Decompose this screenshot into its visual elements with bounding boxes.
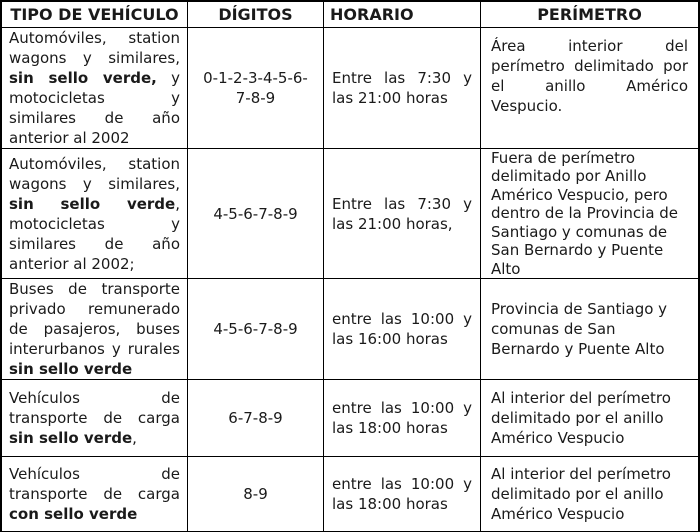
column-header: TIPO DE VEHÍCULO — [2, 2, 188, 28]
cell-tipo-de-vehiculo: Vehículos de transporte de carga sin sello verde, — [2, 380, 188, 457]
table-row — [2, 28, 698, 149]
cell-perimetro: Al interior del perímetro delimitado por el anillo Américo Vespucio — [481, 380, 698, 457]
cell-digitos: 6-7-8-9 — [188, 380, 324, 457]
cell-digitos: 0-1-2-3-4-5-6-7-8-9 — [188, 28, 324, 149]
cell-horario: Entre las 7:30 y las 21:00 horas — [324, 28, 481, 149]
cell-perimetro: Fuera de perímetro delimitado por Anillo Américo Vespucio, pero dentro de la Provincia de Santiago y comunas de San Bernardo y Puente Alto — [481, 149, 698, 279]
cell-digitos: 4-5-6-7-8-9 — [188, 279, 324, 380]
table-row — [2, 279, 698, 380]
cell-horario: entre las 10:00 y las 16:00 horas — [324, 279, 481, 380]
table-body — [2, 28, 698, 531]
cell-tipo-de-vehiculo: Automóviles, station wagons y similares, sin sello verde, motocicletas y similares de año anterior al 2002; — [2, 149, 188, 279]
cell-digitos: 8-9 — [188, 457, 324, 531]
cell-digitos: 4-5-6-7-8-9 — [188, 149, 324, 279]
column-header: PERÍMETRO — [481, 2, 698, 28]
cell-perimetro: Al interior del perímetro delimitado por el anillo Américo Vespucio — [491, 465, 671, 523]
table-row — [2, 149, 698, 279]
cell-horario: entre las 10:00 y las 18:00 horas — [324, 457, 481, 531]
cell-tipo-de-vehiculo: Buses de transporte privado remunerado de pasajeros, buses interurbanos y rurales sin sello verde — [2, 279, 188, 380]
cell-perimetro: Provincia de Santiago y comunas de San Bernardo y Puente Alto — [481, 279, 698, 380]
header-row — [2, 2, 698, 28]
cell-horario: Entre las 7:30 y las 21:00 horas, — [324, 149, 481, 279]
cell-horario: entre las 10:00 y las 18:00 horas — [324, 380, 481, 457]
cell-tipo-de-vehiculo: Vehículos de transporte de carga con sello verde — [2, 457, 188, 531]
cell-tipo-de-vehiculo: Automóviles, station wagons y similares, sin sello verde, y motocicletas y similares de año anterior al 2002 — [2, 28, 188, 149]
table-row — [2, 457, 698, 531]
table-row — [2, 380, 698, 457]
column-header: HORARIO — [324, 2, 481, 28]
cell-perimetro: Área interior del perímetro delimitado por el anillo Américo Vespucio. — [481, 28, 698, 149]
column-header: DÍGITOS — [188, 2, 324, 28]
